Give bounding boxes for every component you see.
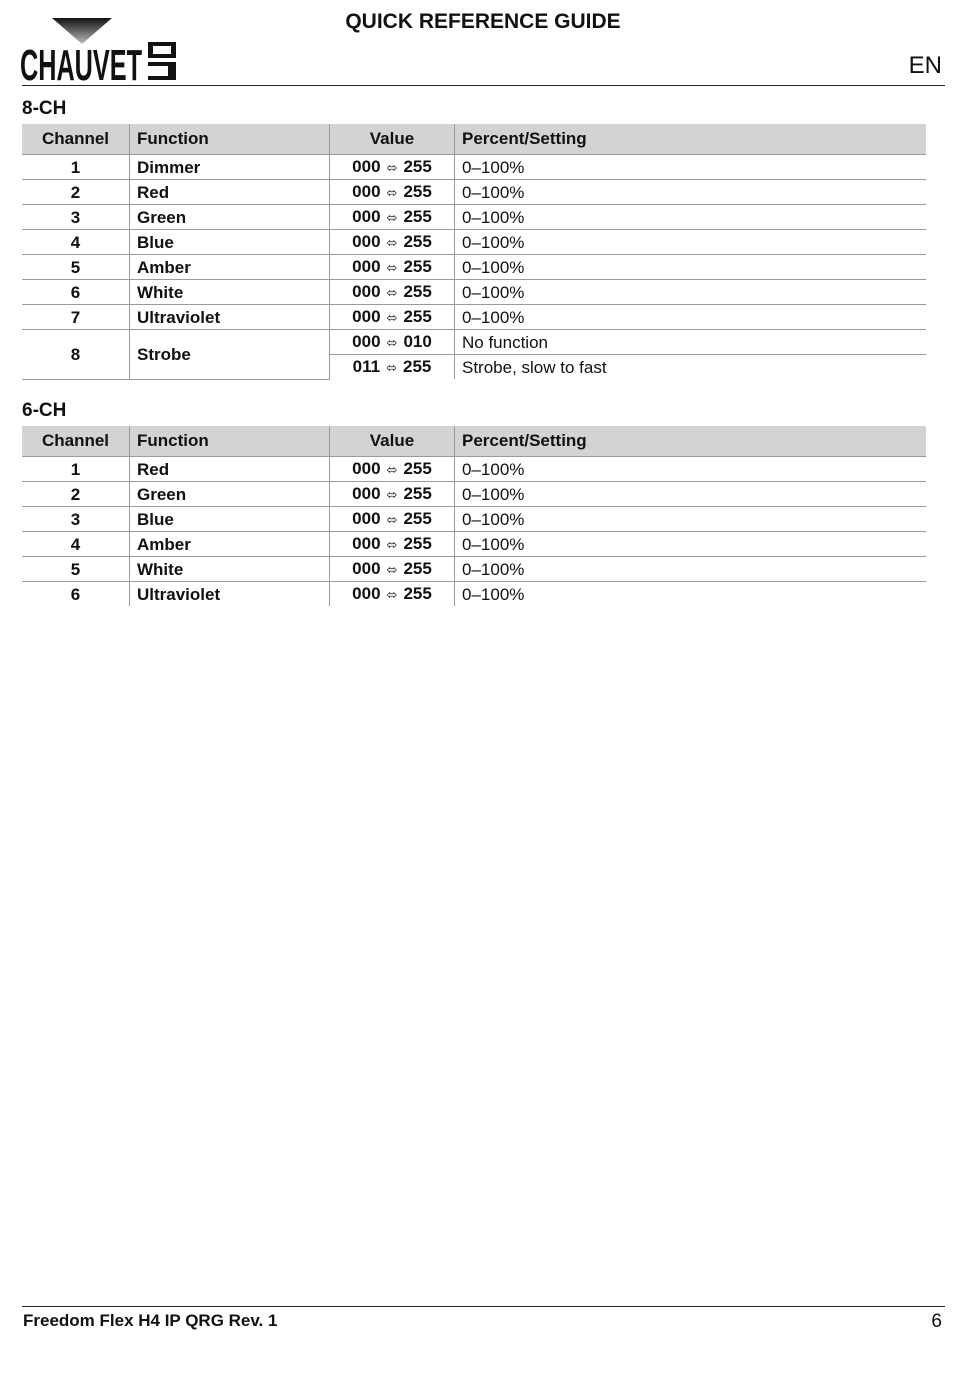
setting-cell: Strobe, slow to fast <box>455 355 927 380</box>
value-to: 255 <box>403 232 432 251</box>
value-from: 000 <box>352 459 381 478</box>
channel-cell: 8 <box>22 330 130 380</box>
function-cell: Dimmer <box>130 155 330 180</box>
value-range-cell <box>330 507 455 532</box>
function-cell: Blue <box>130 230 330 255</box>
table-row <box>22 305 926 330</box>
setting-cell: 0–100% <box>455 532 927 557</box>
range-arrow-icon: ⬄ <box>386 537 398 552</box>
column-header: Percent/Setting <box>455 124 927 155</box>
setting-cell: 0–100% <box>455 457 927 482</box>
value-range-cell <box>330 305 455 330</box>
range-arrow-icon: ⬄ <box>386 562 398 577</box>
svg-text:CHAUVET: CHAUVET <box>20 41 143 90</box>
table-row <box>22 557 926 582</box>
document-title: QUICK REFERENCE GUIDE <box>345 10 621 33</box>
dmx-table-6ch <box>22 426 926 606</box>
value-to: 255 <box>403 484 432 503</box>
value-range-cell <box>330 532 455 557</box>
value-range-cell <box>330 557 455 582</box>
range-arrow-icon: ⬄ <box>386 185 398 200</box>
function-cell: Amber <box>130 255 330 280</box>
table-row <box>22 482 926 507</box>
setting-cell: 0–100% <box>455 230 927 255</box>
channel-cell: 5 <box>22 255 130 280</box>
channel-cell: 2 <box>22 482 130 507</box>
section-title-6ch: 6-CH <box>22 400 67 421</box>
table-row <box>22 457 926 482</box>
table-row <box>22 255 926 280</box>
value-to: 255 <box>403 257 432 276</box>
range-arrow-icon: ⬄ <box>386 260 398 275</box>
function-cell: White <box>130 280 330 305</box>
value-to: 255 <box>402 357 432 376</box>
channel-cell: 7 <box>22 305 130 330</box>
range-arrow-icon: ⬄ <box>386 310 398 325</box>
channel-cell: 4 <box>22 230 130 255</box>
setting-cell: 0–100% <box>455 155 927 180</box>
value-to: 255 <box>403 182 432 201</box>
value-range-cell <box>330 280 455 305</box>
table-header-row <box>22 426 926 457</box>
value-range-cell <box>330 155 455 180</box>
column-header: Value <box>330 426 455 457</box>
value-to: 255 <box>403 282 432 301</box>
value-from: 000 <box>352 257 381 276</box>
header-rule <box>22 85 945 86</box>
footer-rule <box>22 1306 945 1307</box>
range-arrow-icon: ⬄ <box>386 462 398 477</box>
value-range-cell <box>330 205 455 230</box>
value-range-cell <box>330 355 455 380</box>
column-header: Value <box>330 124 455 155</box>
channel-cell: 1 <box>22 155 130 180</box>
range-arrow-icon: ⬄ <box>386 587 398 602</box>
setting-cell: 0–100% <box>455 482 927 507</box>
channel-cell: 5 <box>22 557 130 582</box>
value-range-cell <box>330 230 455 255</box>
table-row <box>22 155 926 180</box>
value-to: 255 <box>403 584 432 603</box>
value-to: 255 <box>403 307 432 326</box>
value-range-cell <box>330 330 455 355</box>
value-from: 000 <box>352 182 381 201</box>
column-header: Channel <box>22 426 130 457</box>
value-range-cell <box>330 482 455 507</box>
range-arrow-icon: ⬄ <box>386 487 398 502</box>
function-cell: Red <box>130 457 330 482</box>
function-cell: Green <box>130 482 330 507</box>
table-row <box>22 330 926 355</box>
value-from: 000 <box>352 584 381 603</box>
range-arrow-icon: ⬄ <box>386 210 398 225</box>
value-range-cell <box>330 582 455 607</box>
range-arrow-icon: ⬄ <box>386 160 398 175</box>
range-arrow-icon: ⬄ <box>386 360 397 375</box>
value-from: 000 <box>352 282 381 301</box>
value-from: 000 <box>352 232 381 251</box>
channel-cell: 3 <box>22 205 130 230</box>
column-header: Channel <box>22 124 130 155</box>
range-arrow-icon: ⬄ <box>386 235 398 250</box>
setting-cell: 0–100% <box>455 305 927 330</box>
setting-cell: 0–100% <box>455 180 927 205</box>
dmx-table-8ch <box>22 124 926 380</box>
table-row <box>22 507 926 532</box>
function-cell: Green <box>130 205 330 230</box>
value-to: 255 <box>403 207 432 226</box>
setting-cell: No function <box>455 330 927 355</box>
column-header: Function <box>130 124 330 155</box>
column-header: Percent/Setting <box>455 426 927 457</box>
table-row <box>22 280 926 305</box>
value-from: 000 <box>352 307 381 326</box>
setting-cell: 0–100% <box>455 582 927 607</box>
channel-cell: 6 <box>22 280 130 305</box>
value-from: 000 <box>352 484 381 503</box>
value-range-cell <box>330 180 455 205</box>
setting-cell: 0–100% <box>455 205 927 230</box>
table-header-row <box>22 124 926 155</box>
value-to: 255 <box>403 559 432 578</box>
setting-cell: 0–100% <box>455 255 927 280</box>
range-arrow-icon: ⬄ <box>386 512 398 527</box>
value-from: 000 <box>352 207 381 226</box>
column-header: Function <box>130 426 330 457</box>
document-name: Freedom Flex H4 IP QRG Rev. 1 <box>23 1311 278 1330</box>
value-from: 000 <box>352 534 381 553</box>
range-arrow-icon: ⬄ <box>386 285 398 300</box>
page-number: 6 <box>931 1311 942 1332</box>
value-from: 000 <box>352 559 381 578</box>
function-cell: White <box>130 557 330 582</box>
table-row <box>22 230 926 255</box>
value-from: 000 <box>352 157 381 176</box>
value-to: 255 <box>403 459 432 478</box>
table-row <box>22 582 926 607</box>
channel-cell: 1 <box>22 457 130 482</box>
value-to: 010 <box>403 332 432 351</box>
value-from: 000 <box>352 332 381 351</box>
function-cell: Ultraviolet <box>130 305 330 330</box>
function-cell: Ultraviolet <box>130 582 330 607</box>
language-code: EN <box>908 52 942 79</box>
function-cell: Strobe <box>130 330 330 380</box>
setting-cell: 0–100% <box>455 557 927 582</box>
value-to: 255 <box>403 509 432 528</box>
range-arrow-icon: ⬄ <box>386 335 398 350</box>
function-cell: Red <box>130 180 330 205</box>
section-title-8ch: 8-CH <box>22 98 67 119</box>
value-to: 255 <box>403 534 432 553</box>
value-range-cell <box>330 255 455 280</box>
channel-cell: 2 <box>22 180 130 205</box>
value-from: 000 <box>352 509 381 528</box>
table-row <box>22 205 926 230</box>
setting-cell: 0–100% <box>455 507 927 532</box>
channel-cell: 3 <box>22 507 130 532</box>
channel-cell: 4 <box>22 532 130 557</box>
table-row <box>22 532 926 557</box>
table-row <box>22 180 926 205</box>
value-range-cell <box>330 457 455 482</box>
function-cell: Amber <box>130 532 330 557</box>
value-to: 255 <box>403 157 432 176</box>
value-from: 011 <box>352 357 381 376</box>
function-cell: Blue <box>130 507 330 532</box>
setting-cell: 0–100% <box>455 280 927 305</box>
channel-cell: 6 <box>70 584 81 604</box>
